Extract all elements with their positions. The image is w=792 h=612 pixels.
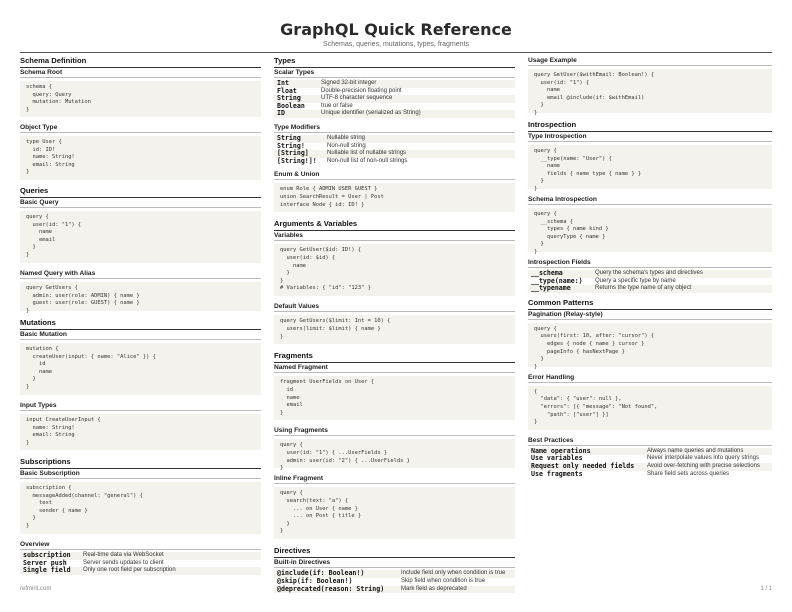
column-2 <box>274 56 515 593</box>
term: Float <box>277 86 297 95</box>
table-row <box>274 80 515 88</box>
subheading-object-type: Object Type <box>20 123 261 133</box>
section-heading-subscriptions: Subscriptions <box>20 457 261 469</box>
table-row <box>274 95 515 103</box>
subheading-basic-mutation: Basic Mutation <box>20 330 261 340</box>
term: Use fragments <box>531 469 583 478</box>
type-modifiers-table <box>274 135 515 165</box>
table-row <box>274 88 515 96</box>
section-heading-types: Types <box>274 56 515 68</box>
term: Request only needed fields <box>528 463 644 471</box>
term: Use variables <box>531 454 583 463</box>
description: Always name queries and mutations <box>644 448 772 456</box>
scalar-types-table <box>274 80 515 118</box>
subheading-basic-query: Basic Query <box>20 198 261 208</box>
table-row <box>274 103 515 111</box>
term: Name operations <box>528 448 644 456</box>
term: Server push <box>23 558 67 567</box>
footer-page-number: 1 / 1 <box>760 586 772 592</box>
term: Int <box>274 80 318 88</box>
description: Nullable string <box>324 135 515 143</box>
term: Single field <box>20 567 80 575</box>
description: Double-precision floating point <box>321 87 402 94</box>
description: Mark field as deprecated <box>398 586 515 594</box>
subheading-named-query: Named Query with Alias <box>20 269 261 279</box>
table-row <box>274 158 515 166</box>
term: __type(name:) <box>531 276 583 285</box>
introspection-fields-table <box>528 270 772 293</box>
term: ID <box>274 110 318 118</box>
directives-table <box>274 570 515 593</box>
subheading-error-handling: Error Handling <box>528 373 772 383</box>
code-inline-fragment: query { search(text: "a") { ... on User { name } ... on Post { title } } } <box>274 487 515 539</box>
description: true or false <box>321 102 353 109</box>
term: @skip(if: Boolean!) <box>277 576 353 585</box>
header-divider <box>20 52 772 53</box>
description: Server sends updates to client <box>83 559 164 566</box>
subheading-scalar-types: Scalar Types <box>274 68 515 78</box>
column-3 <box>528 56 772 478</box>
description: Only one root field per subscription <box>80 567 261 575</box>
subheading-schema-introspection: Schema Introspection <box>528 195 772 205</box>
subheading-usage-example: Usage Example <box>528 56 772 66</box>
code-schema-introspection: query { __schema { types { name kind } queryType { name } } } <box>528 208 772 252</box>
code-pagination: query { users(first: 10, after: "cursor") { edges { node { name } cursor } pageInfo { hasNextPage } } } <box>528 323 772 367</box>
table-row <box>274 135 515 143</box>
term: __schema <box>528 270 592 278</box>
code-error-handling: { "data": { "user": null }, "errors": [{ "message": "Not found", "path": ["user"] }] } <box>528 386 772 430</box>
term: String <box>274 95 318 103</box>
table-row <box>20 567 261 575</box>
table-row <box>274 586 515 594</box>
code-using-fragments: query { user(id: "1") { ...UserFields } admin: user(id: "2") { ...UserFields } } <box>274 439 515 468</box>
term: [String!]! <box>277 156 317 165</box>
term: Boolean <box>277 101 305 110</box>
section-heading-queries: Queries <box>20 186 261 198</box>
description: UTF-8 character sequence <box>318 95 515 103</box>
subheading-basic-subscription: Basic Subscription <box>20 469 261 479</box>
subheading-type-introspection: Type Introspection <box>528 132 772 142</box>
code-named-fragment: fragment UserFields on User { id name email } <box>274 376 515 420</box>
table-row <box>528 471 772 479</box>
description: Unique identifier (serialized as String) <box>318 110 515 118</box>
overview-table <box>20 552 261 575</box>
table-row <box>274 110 515 118</box>
term: @deprecated(reason: String) <box>274 586 398 594</box>
section-heading-common-patterns: Common Patterns <box>528 298 772 310</box>
code-default-values: query GetUsers($limit: Int = 10) { users(limit: $limit) { name } } <box>274 315 515 344</box>
term: __typename <box>528 285 592 293</box>
table-row <box>274 143 515 151</box>
subheading-default-values: Default Values <box>274 302 515 312</box>
code-variables: query GetUser($id: ID!) { user(id: $id) { name } } # Variables: { "id": "123" } <box>274 244 515 296</box>
term: subscription <box>20 552 80 560</box>
description: Nullable list of nullable strings <box>324 150 515 158</box>
section-heading-introspection: Introspection <box>528 120 772 132</box>
term: String <box>274 135 324 143</box>
subheading-schema-root: Schema Root <box>20 68 261 78</box>
subheading-enum-union: Enum & Union <box>274 170 515 180</box>
subheading-best-practices: Best Practices <box>528 436 772 446</box>
best-practices-table <box>528 448 772 478</box>
column-1 <box>20 56 261 575</box>
description: Query a specific type by name <box>595 277 676 284</box>
code-usage-example: query GetUser($withEmail: Boolean!) { user(id: "1") { name email @include(if: $withEmail) } } <box>528 69 772 113</box>
table-row <box>528 285 772 293</box>
section-heading-directives: Directives <box>274 546 515 558</box>
description: Share field sets across queries <box>647 470 730 477</box>
term: @include(if: Boolean!) <box>274 570 398 578</box>
subheading-introspection-fields: Introspection Fields <box>528 258 772 268</box>
code-named-query: query GetUsers { admin: user(role: ADMIN) { name } guest: user(role: GUEST) { name } } <box>20 282 261 311</box>
description: Signed 32-bit integer <box>318 80 515 88</box>
code-basic-subscription: subscription { messageAdded(channel: "general") { text sender { name } } } <box>20 482 261 534</box>
subheading-overview: Overview <box>20 540 261 550</box>
subheading-inline-fragment: Inline Fragment <box>274 474 515 484</box>
subheading-builtin-directives: Built-in Directives <box>274 558 515 568</box>
footer-site: refmint.com <box>20 586 52 592</box>
subheading-using-fragments: Using Fragments <box>274 426 515 436</box>
page-header <box>0 20 792 49</box>
description: Real-time data via WebSocket <box>80 552 261 560</box>
term: String! <box>277 141 305 150</box>
description: Include field only when condition is true <box>398 570 515 578</box>
page-subtitle: Schemas, queries, mutations, types, fragments <box>323 41 469 48</box>
page-title: GraphQL Quick Reference <box>280 20 512 39</box>
code-object-type: type User { id: ID! name: String! email: String } <box>20 136 261 180</box>
section-heading-mutations: Mutations <box>20 318 261 330</box>
subheading-pagination: Pagination (Relay-style) <box>528 310 772 320</box>
term: [String] <box>274 150 324 158</box>
code-basic-mutation: mutation { createUser(input: { name: "Alice" }) { id name } } <box>20 343 261 395</box>
code-input-types: input CreateUserInput { name: String! email: String } <box>20 414 261 450</box>
section-heading-schema-definition: Schema Definition <box>20 56 261 68</box>
subheading-variables: Variables <box>274 231 515 241</box>
subheading-named-fragment: Named Fragment <box>274 363 515 373</box>
description: Non-null string <box>327 142 366 149</box>
description: Returns the type name of any object <box>592 285 772 293</box>
code-type-introspection: query { __type(name: "User") { name fields { name type { name } } } } <box>528 145 772 189</box>
description: Avoid over-fetching with precise selections <box>644 463 772 471</box>
description: Skip field when condition is true <box>401 577 486 584</box>
code-basic-query: query { user(id: "1") { name email } } <box>20 211 261 263</box>
description: Non-null list of non-null strings <box>327 157 408 164</box>
description: Never interpolate values into query strings <box>647 455 760 462</box>
section-heading-arguments: Arguments & Variables <box>274 219 515 231</box>
subheading-input-types: Input Types <box>20 401 261 411</box>
section-heading-fragments: Fragments <box>274 351 515 363</box>
subheading-type-modifiers: Type Modifiers <box>274 123 515 133</box>
code-schema-root: schema { query: Query mutation: Mutation } <box>20 81 261 117</box>
code-enum-union: enum Role { ADMIN USER GUEST } union SearchResult = User | Post interface Node { id: ID! } <box>274 183 515 212</box>
description: Query the schema's types and directives <box>592 270 772 278</box>
